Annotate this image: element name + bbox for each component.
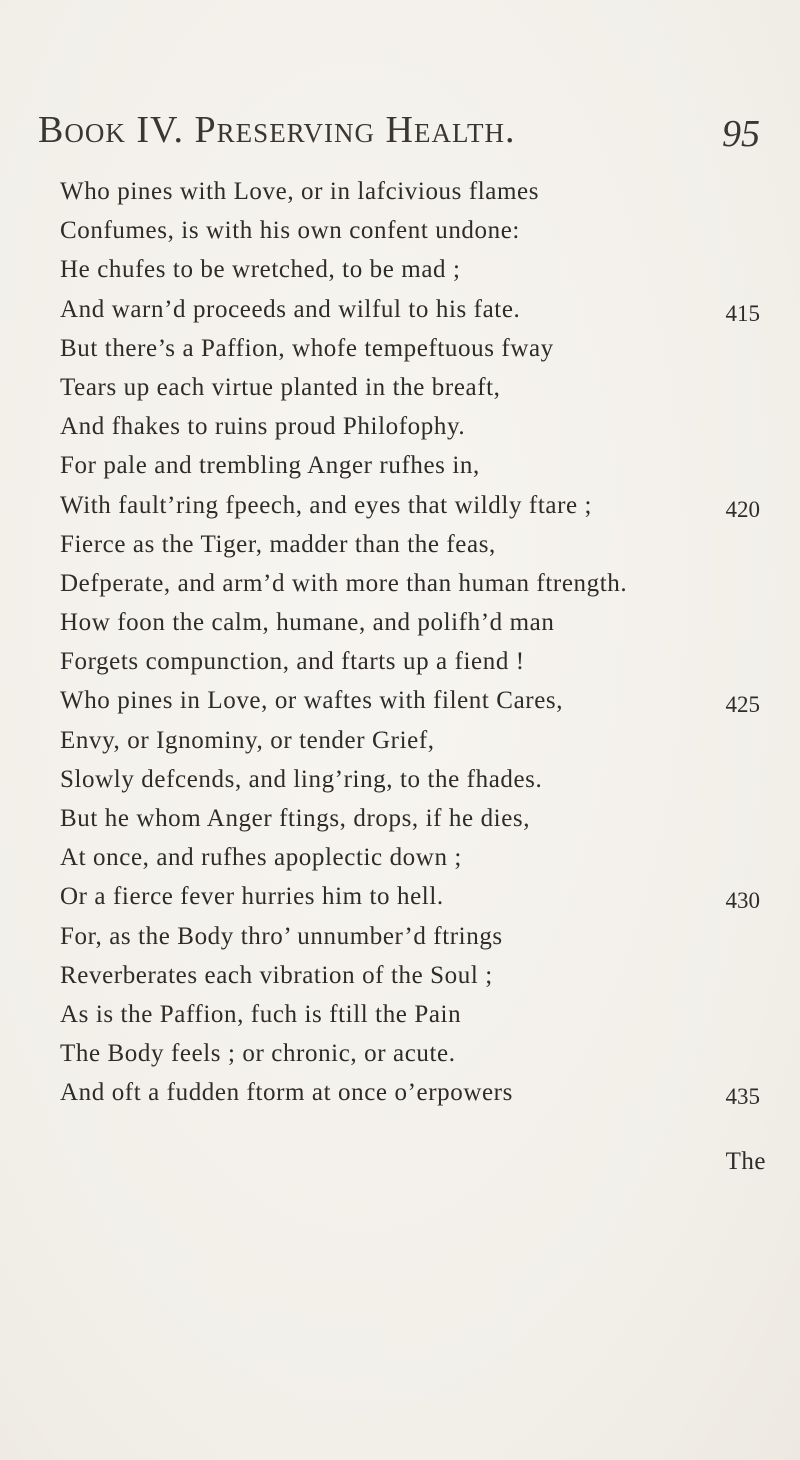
verse-line — [60, 446, 770, 485]
verse-line-text: And fhakes to ruins proud Philofophy. — [60, 413, 466, 441]
verse-line-text: With fault’ring fpeech, and eyes that wildly ftare ; — [60, 491, 593, 519]
verse-line-text: Tears up each virtue planted in the breaft, — [60, 373, 501, 401]
running-head — [38, 108, 760, 158]
verse-line-text: He chufes to be wretched, to be mad ; — [60, 256, 461, 284]
page-number: 95 — [722, 113, 760, 155]
verse-line-text: For, as the Body thro’ unnumber’d ftrings — [60, 922, 503, 950]
verse-line — [60, 1034, 770, 1073]
verse-line — [60, 290, 770, 329]
verse-line-text: At once, and rufhes apoplectic down ; — [60, 844, 462, 872]
verse-line-text: Slowly defcends, and ling’ring, to the fhades. — [60, 765, 543, 793]
verse-line — [60, 211, 770, 250]
verse-line — [60, 368, 770, 407]
verse-line-text: But there’s a Paffion, whofe tempeftuous fway — [60, 334, 554, 362]
verse-line-text: Who pines in Love, or waftes with filent Cares, — [60, 687, 564, 715]
verse-line-text: Or a fierce fever hurries him to hell. — [60, 883, 444, 911]
verse-line — [60, 799, 770, 838]
verse-line-text: Fierce as the Tiger, madder than the feas, — [60, 530, 496, 558]
verse-line — [60, 1073, 770, 1112]
line-number: 415 — [725, 300, 760, 326]
verse-line — [60, 407, 770, 446]
verse-line — [60, 681, 770, 720]
verse-block — [60, 172, 770, 1113]
verse-line — [60, 525, 770, 564]
line-number: 430 — [725, 888, 760, 914]
verse-line-text: As is the Paffion, fuch is ftill the Pain — [60, 1000, 462, 1028]
verse-line-text: And oft a fudden ftorm at once o’erpowers — [60, 1079, 513, 1107]
line-number: 425 — [725, 692, 760, 718]
verse-line — [60, 642, 770, 681]
verse-line — [60, 172, 770, 211]
verse-line-text: Confumes, is with his own confent undone: — [60, 217, 520, 245]
verse-line-text: Envy, or Ignominy, or tender Grief, — [60, 726, 435, 754]
verse-line-text: Reverberates each vibration of the Soul ; — [60, 961, 493, 989]
verse-line — [60, 956, 770, 995]
verse-line — [60, 838, 770, 877]
verse-line-text: And warn’d proceeds and wilful to his fate. — [60, 295, 521, 323]
running-title: Book IV. Preserving Health. — [38, 109, 516, 151]
verse-line-text: Forgets compunction, and ftarts up a fiend ! — [60, 648, 525, 676]
verse-line-text: How foon the calm, humane, and polifh’d man — [60, 609, 555, 637]
verse-line — [60, 995, 770, 1034]
verse-line — [60, 603, 770, 642]
verse-line — [60, 721, 770, 760]
verse-line-text: Defperate, and arm’d with more than human ftrength. — [60, 569, 628, 597]
line-number: 435 — [725, 1084, 760, 1110]
verse-line-text: But he whom Anger ftings, drops, if he dies, — [60, 805, 531, 832]
verse-line — [60, 917, 770, 956]
verse-line — [60, 329, 770, 368]
verse-line — [60, 250, 770, 289]
verse-line — [60, 760, 770, 799]
verse-line — [60, 877, 770, 916]
verse-line-text: For pale and trembling Anger rufhes in, — [60, 452, 480, 480]
catchword: The — [725, 1148, 766, 1175]
verse-line-text: The Body feels ; or chronic, or acute. — [60, 1040, 456, 1068]
verse-line — [60, 486, 770, 525]
verse-line — [60, 564, 770, 603]
line-number: 420 — [725, 496, 760, 522]
verse-line-text: Who pines with Love, or in lafcivious flames — [60, 178, 540, 205]
